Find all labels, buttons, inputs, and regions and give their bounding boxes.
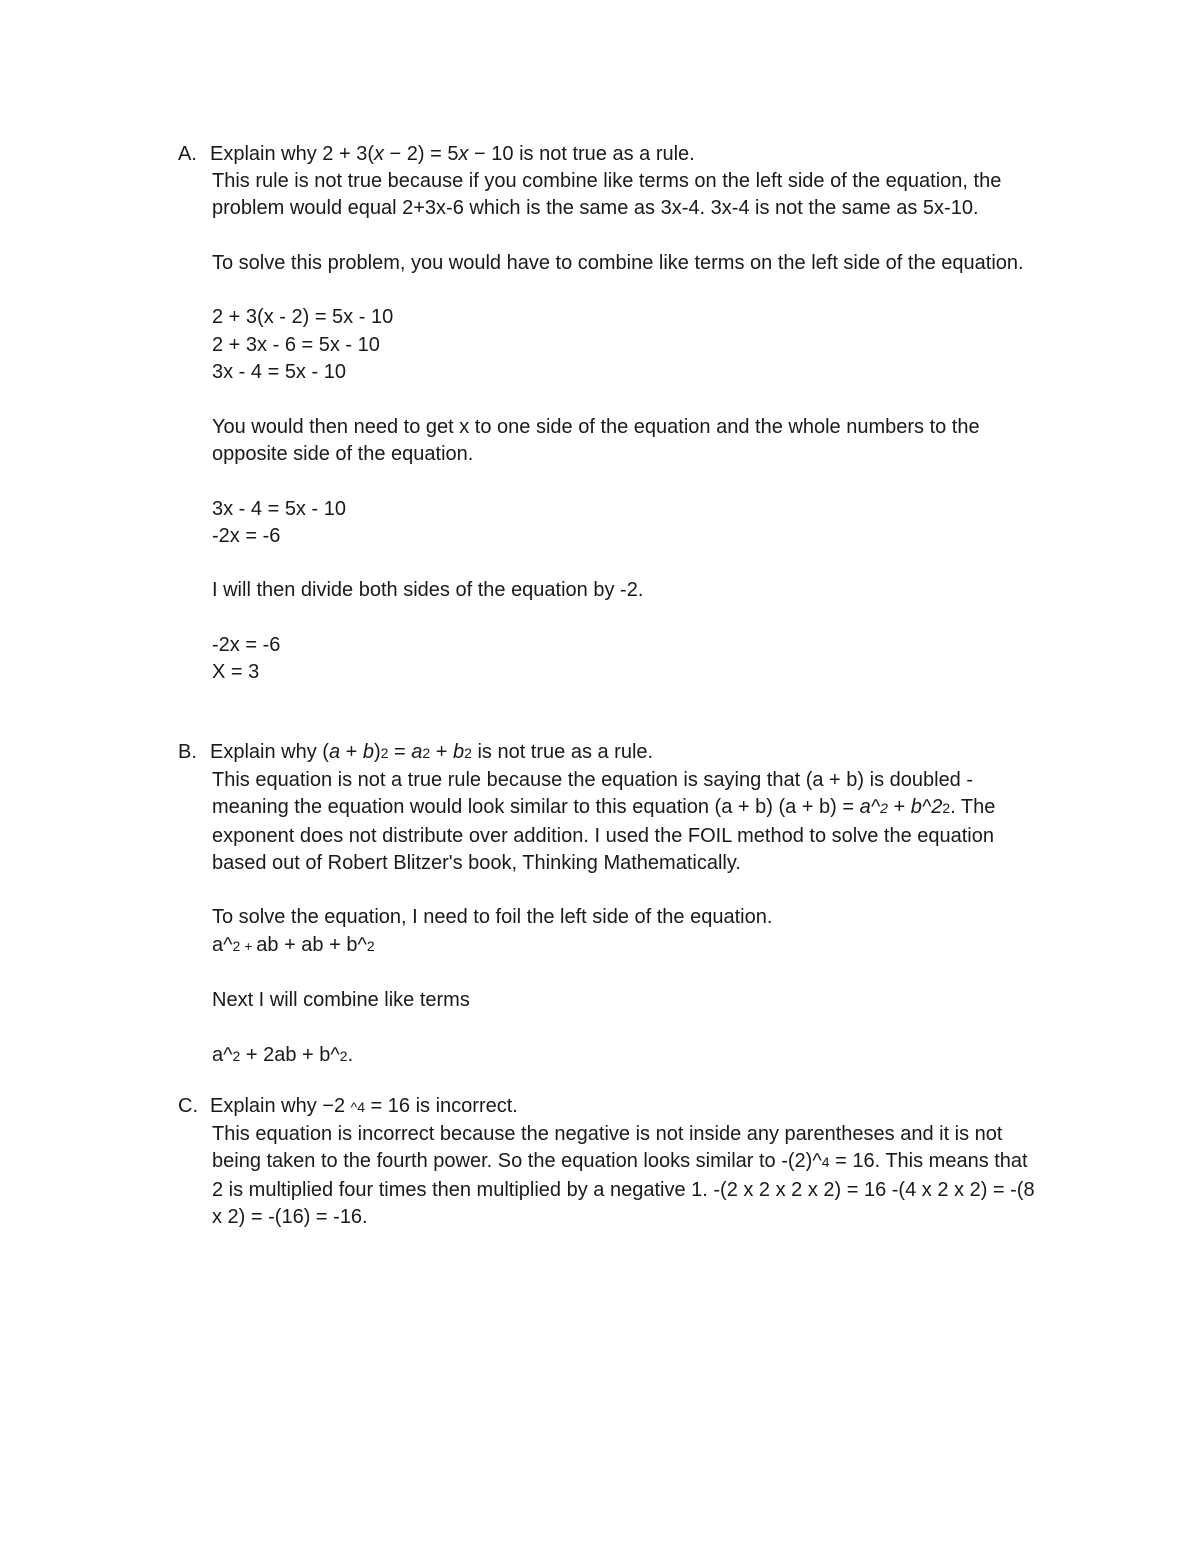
question-text: ) [373,741,381,763]
question-marker: B. [178,741,197,763]
equation-line: 3x - 4 = 5x - 10 [212,361,346,384]
question-text: = [388,741,412,763]
section-a [178,141,1058,687]
exponent: 2 [232,1047,241,1064]
answer-a [212,168,1042,687]
answer-paragraph: I will then divide both sides of the equation by -2. [212,579,644,602]
variable-b: b [452,741,465,763]
section-c [178,1093,1058,1231]
answer-paragraph: This rule is not true because if you combine like terms on the left side of the equation, the problem would equal 2+3x-6 which is the same as 3x-4. 3x-4 is not the same as 5x-10. [212,170,1002,220]
exponent: 4 [821,1154,830,1171]
equation-line: 2 + 3(x - 2) = 5x - 10 [212,306,394,329]
equation-line [212,1042,1042,1070]
equation-text: . [347,1043,354,1066]
equation-text: + 2ab + b^ [240,1043,340,1066]
question-c [178,1093,1058,1121]
variable-a: a [859,796,871,819]
variable-x: x [373,143,384,165]
answer-paragraph: To solve the equation, I need to foil the left side of the equation. [212,906,773,929]
question-text: Explain why 2 + 3( [210,143,374,165]
question-text: is not true as a rule. [471,741,654,763]
exponent: 2 + [232,937,257,954]
variable-b: b [910,796,922,819]
variable-x: x [458,143,469,165]
equation-text: a^ [212,1043,233,1066]
equation-line: 3x - 4 = 5x - 10 [212,497,346,520]
answer-text: . The exponent does not distribute over addition. I used the FOIL method to solve the equation based out of Robert Blitzer's book, Thinking Mathematically. [212,796,996,874]
answer-paragraph: You would then need to get x to one side of the equation and the whole numbers to the opposite side of the equation. [212,415,980,465]
caret: ^ [870,796,881,819]
equation-text: a^ [212,933,233,956]
equation-line: X = 3 [212,661,260,684]
question-text: − 10 is not true as a rule. [468,143,695,165]
exponent: 2 [366,937,375,954]
equation-line [212,932,1042,960]
answer-paragraph: To solve this problem, you would have to combine like terms on the left side of the equation. [212,251,1024,274]
equation-line: 2 + 3x - 6 = 5x - 10 [212,333,380,356]
question-marker: A. [178,143,197,165]
exponent: 2 [422,745,431,761]
answer-text: = 16. This means that 2 is multiplied four times then multiplied by a negative 1. -(2 x 2 x 2 x 2) = 16 -(4 x 2 x 2) = -(8 x 2) = -(16) = -16. [212,1150,1035,1228]
question-text: + [340,741,363,763]
answer-text: This equation is incorrect because the negative is not inside any parentheses and it is not being taken to the fourth power. So the equation looks similar to -(2)^ [212,1123,1003,1173]
question-marker: C. [178,1095,198,1117]
exponent: 2 [942,800,951,817]
answer-text: + [887,796,911,819]
question-text: Explain why −2 [210,1095,351,1117]
variable-a: a [411,741,423,763]
answer-text: This equation is not a true rule because the equation is saying that (a + b) is doubled - meaning the equation would look similar to this equation (a + b) (a + b) = [212,769,974,819]
exponent: 2 [380,745,389,761]
caret: ^2 [921,796,943,819]
answer-paragraph: Next I will combine like terms [212,989,470,1012]
equation-line: -2x = -6 [212,634,281,657]
answer-c [212,1121,1042,1231]
question-a [178,141,1058,168]
exponent: 2 [880,800,888,817]
answer-paragraph [212,1121,1042,1231]
variable-a: a [328,741,341,763]
exponent: 2 [339,1047,348,1064]
answer-paragraph [212,767,1042,877]
exponent: 2 [464,745,472,761]
question-text: = 16 is incorrect. [365,1095,518,1117]
question-text: + [430,741,453,763]
equation-text: ab + ab + b^ [256,933,367,956]
question-b [178,739,1058,767]
section-b [178,739,1058,1070]
variable-b: b [362,741,374,763]
answer-b [212,767,1042,1070]
equation-line: -2x = -6 [212,524,281,547]
question-text: − 2) = 5 [383,143,459,165]
question-text: Explain why ( [210,741,329,763]
exponent: ^4 [350,1099,365,1115]
